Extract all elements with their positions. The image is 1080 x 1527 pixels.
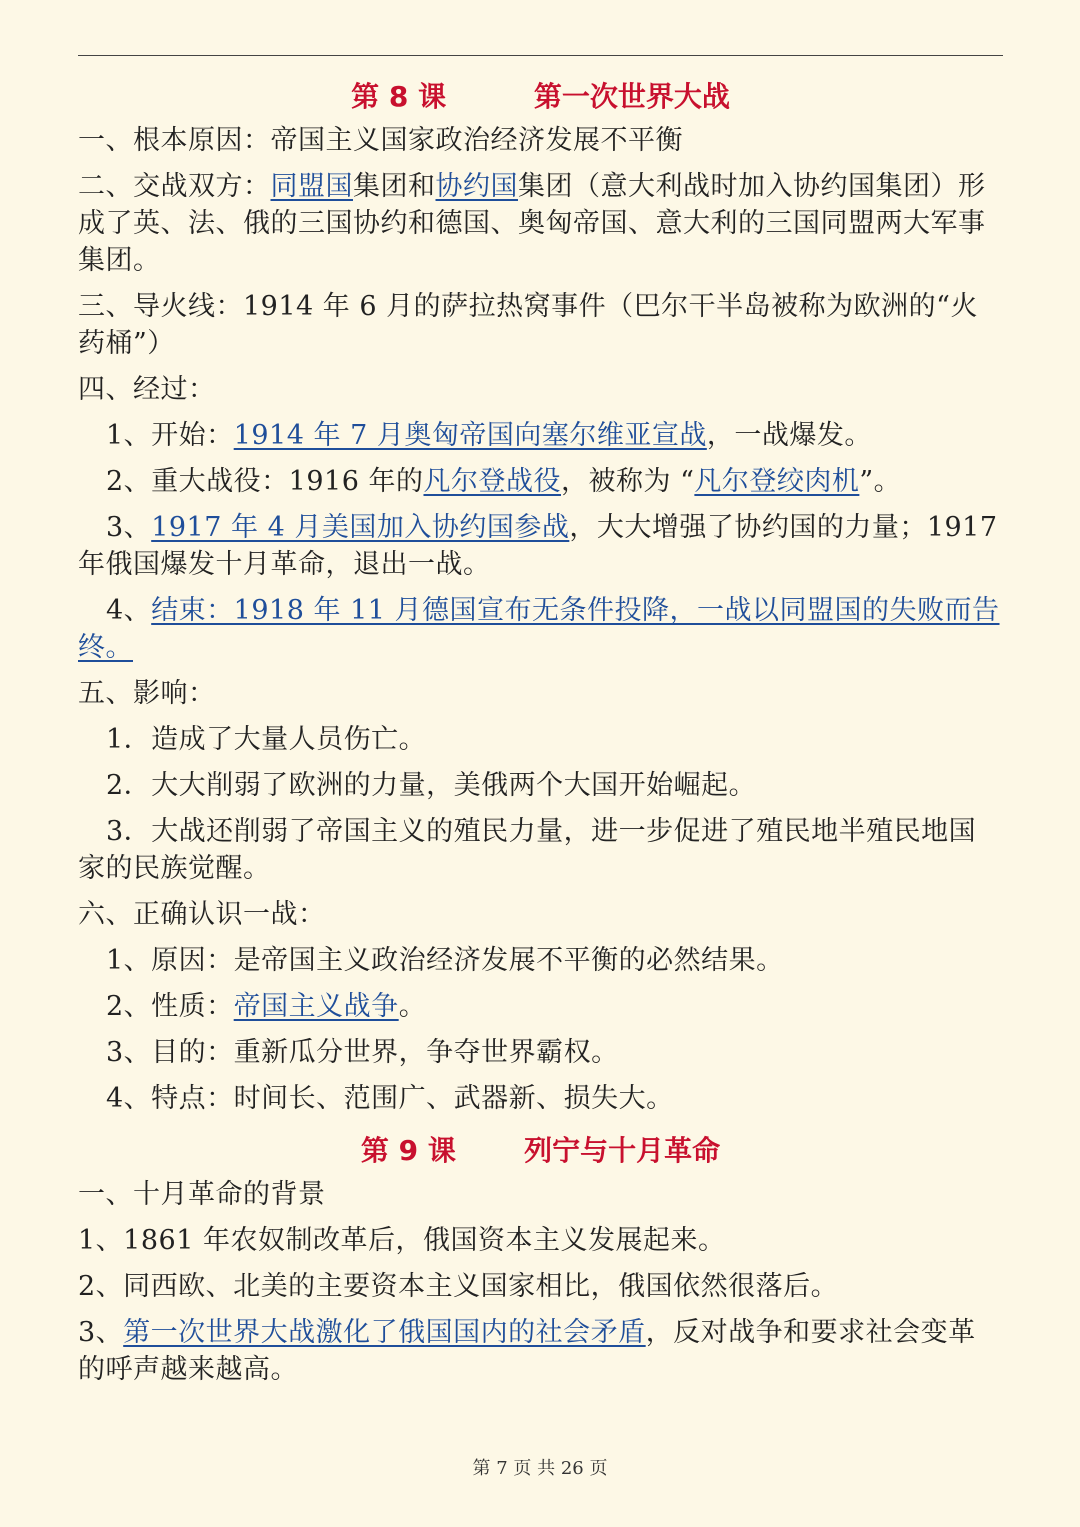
paragraph: 一、十月革命的背景 [78,1179,326,1210]
paragraph: 一、根本原因：帝国主义国家政治经济发展不平衡 [78,125,683,156]
page-number: 第 7 页 共 26 页 [472,1458,608,1479]
paragraph: 3、第一次世界大战激化了俄国国内的社会矛盾，反对战争和要求社会变革的呼声越来越高。 [78,1317,976,1385]
highlight: 凡尔登绞肉机 [694,466,860,497]
list-item: 1、原因：是帝国主义政治经济发展不平衡的必然结果。 [106,945,784,976]
highlight: 第一次世界大战激化了俄国国内的社会矛盾 [123,1317,646,1348]
paragraph: 六、正确认识一战： [78,899,326,930]
highlight: 帝国主义战争 [233,991,399,1022]
list-item: 1．造成了大量人员伤亡。 [106,724,427,755]
list-item: 2、重大战役：1916 年的凡尔登战役，被称为 “凡尔登绞肉机”。 [106,466,902,497]
list-item: 1、开始：1914 年 7 月奥匈帝国向塞尔维亚宣战，一战爆发。 [106,420,872,451]
list-item: 4、特点：时间长、范围广、武器新、损失大。 [106,1083,674,1114]
list-item: 2．大大削弱了欧洲的力量，美俄两个大国开始崛起。 [106,770,757,801]
list-item: 3、目的：重新瓜分世界，争夺世界霸权。 [106,1037,619,1068]
highlight: 协约国 [435,171,518,202]
lesson-8-title: 第 8 课 第一次世界大战 [351,80,730,113]
highlight: 1914 年 7 月奥匈帝国向塞尔维亚宣战 [233,420,707,451]
lesson-9-title: 第 9 课 列宁与十月革命 [360,1134,721,1167]
paragraph: 三、导火线：1914 年 6 月的萨拉热窝事件（巴尔干半岛被称为欧洲的“火药桶”） [78,291,978,359]
list-item: 2、性质：帝国主义战争。 [106,991,427,1022]
list-item: 3．大战还削弱了帝国主义的殖民力量，进一步促进了殖民地半殖民地国家的民族觉醒。 [78,816,977,884]
top-rule [78,55,1003,56]
document-body [78,72,1003,1397]
highlight: 1917 年 4 月美国加入协约国参战 [151,512,570,543]
highlight: 同盟国 [270,171,353,202]
paragraph: 四、经过： [78,374,216,405]
highlight: 结束：1918 年 11 月德国宣布无条件投降，一战以同盟国的失败而告终。 [78,595,1000,663]
paragraph: 二、交战双方：同盟国集团和协约国集团（意大利战时加入协约国集团）形成了英、法、俄的三国协约和德国、奥匈帝国、意大利的三国同盟两大军事集团。 [78,171,986,276]
paragraph: 1、1861 年农奴制改革后，俄国资本主义发展起来。 [78,1225,726,1256]
paragraph: 2、同西欧、北美的主要资本主义国家相比，俄国依然很落后。 [78,1271,839,1302]
paragraph: 五、影响： [78,678,216,709]
list-item: 3、1917 年 4 月美国加入协约国参战，大大增强了协约国的力量；1917 年俄国爆发十月革命，退出一战。 [78,512,998,580]
list-item: 4、结束：1918 年 11 月德国宣布无条件投降，一战以同盟国的失败而告终。 [78,595,1000,663]
highlight: 凡尔登战役 [423,466,561,497]
